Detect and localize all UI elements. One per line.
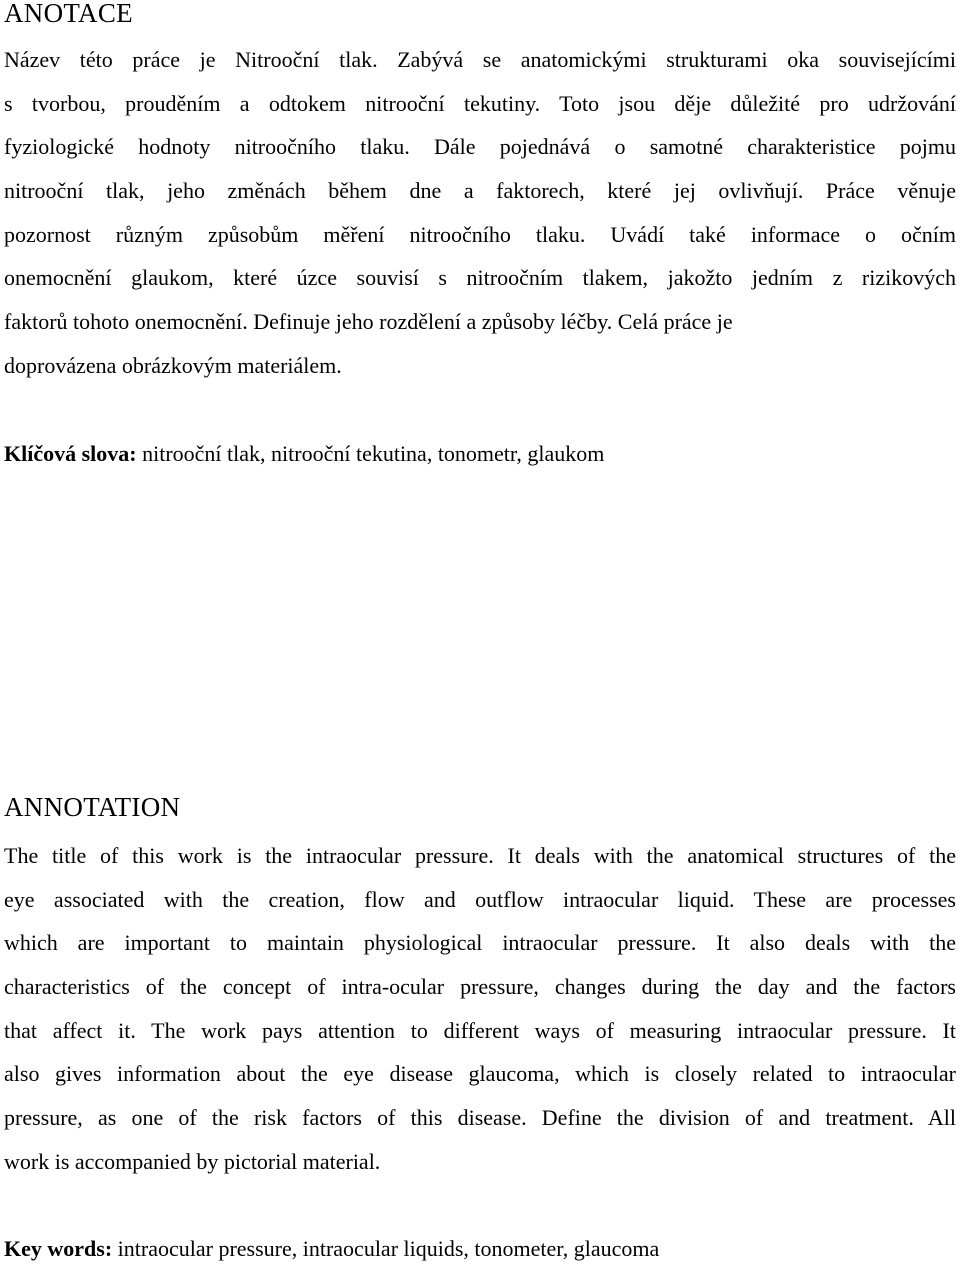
czech-abstract-line: onemocnění glaukom, které úzce souvisí s nitroočním tlakem, jakožto jedním z rizikových — [4, 265, 956, 291]
czech-abstract-line: nitrooční tlak, jeho změnách během dne a faktorech, které jej ovlivňují. Práce věnuje — [4, 178, 956, 204]
czech-heading: ANOTACE — [4, 0, 133, 28]
czech-abstract-line: pozornost různým způsobům měření nitroočního tlaku. Uvádí také informace o očním — [4, 221, 956, 247]
czech-keywords — [4, 439, 604, 469]
english-abstract-line: that affect it. The work pays attention to different ways of measuring intraocular pressure. It — [4, 1017, 956, 1043]
english-abstract-line: The title of this work is the intraocular pressure. It deals with the anatomical structures of the — [4, 843, 956, 868]
english-abstract-line: also gives information about the eye disease glaucoma, which is closely related to intraocular — [4, 1061, 956, 1087]
english-heading: ANNOTATION — [4, 792, 181, 822]
english-abstract-line: eye associated with the creation, flow and outflow intraocular liquid. These are processes — [4, 886, 956, 912]
czech-abstract-line: Název této práce je Nitrooční tlak. Zabývá se anatomickými strukturami oka souvisejícími — [4, 47, 956, 72]
english-keywords-label: Key words: — [4, 1236, 113, 1261]
czech-keywords-value: nitrooční tlak, nitrooční tekutina, tonometr, glaukom — [136, 441, 605, 466]
czech-abstract-line: faktorů tohoto onemocnění. Definuje jeho rozdělení a způsoby léčby. Celá práce je — [4, 309, 733, 335]
english-abstract — [4, 834, 958, 1184]
english-keywords — [4, 1234, 659, 1264]
english-abstract-line: work is accompanied by pictorial material. — [4, 1148, 381, 1174]
czech-abstract-line: fyziologické hodnoty nitroočního tlaku. Dále pojednává o samotné charakteristice pojmu — [4, 134, 956, 160]
czech-abstract-line: doprovázena obrázkovým materiálem. — [4, 352, 342, 378]
czech-abstract — [4, 38, 958, 388]
english-abstract-line: characteristics of the concept of intra-ocular pressure, changes during the day and the factors — [4, 974, 956, 1000]
english-abstract-line: pressure, as one of the risk factors of this disease. Define the division of and treatment. All — [4, 1105, 956, 1131]
english-abstract-line: which are important to maintain physiological intraocular pressure. It also deals with the — [4, 930, 956, 956]
english-keywords-value: intraocular pressure, intraocular liquids, tonometer, glaucoma — [112, 1236, 660, 1261]
czech-keywords-label: Klíčová slova: — [4, 441, 137, 466]
czech-abstract-line: s tvorbou, prouděním a odtokem nitrooční tekutiny. Toto jsou děje důležité pro udržování — [4, 90, 956, 116]
